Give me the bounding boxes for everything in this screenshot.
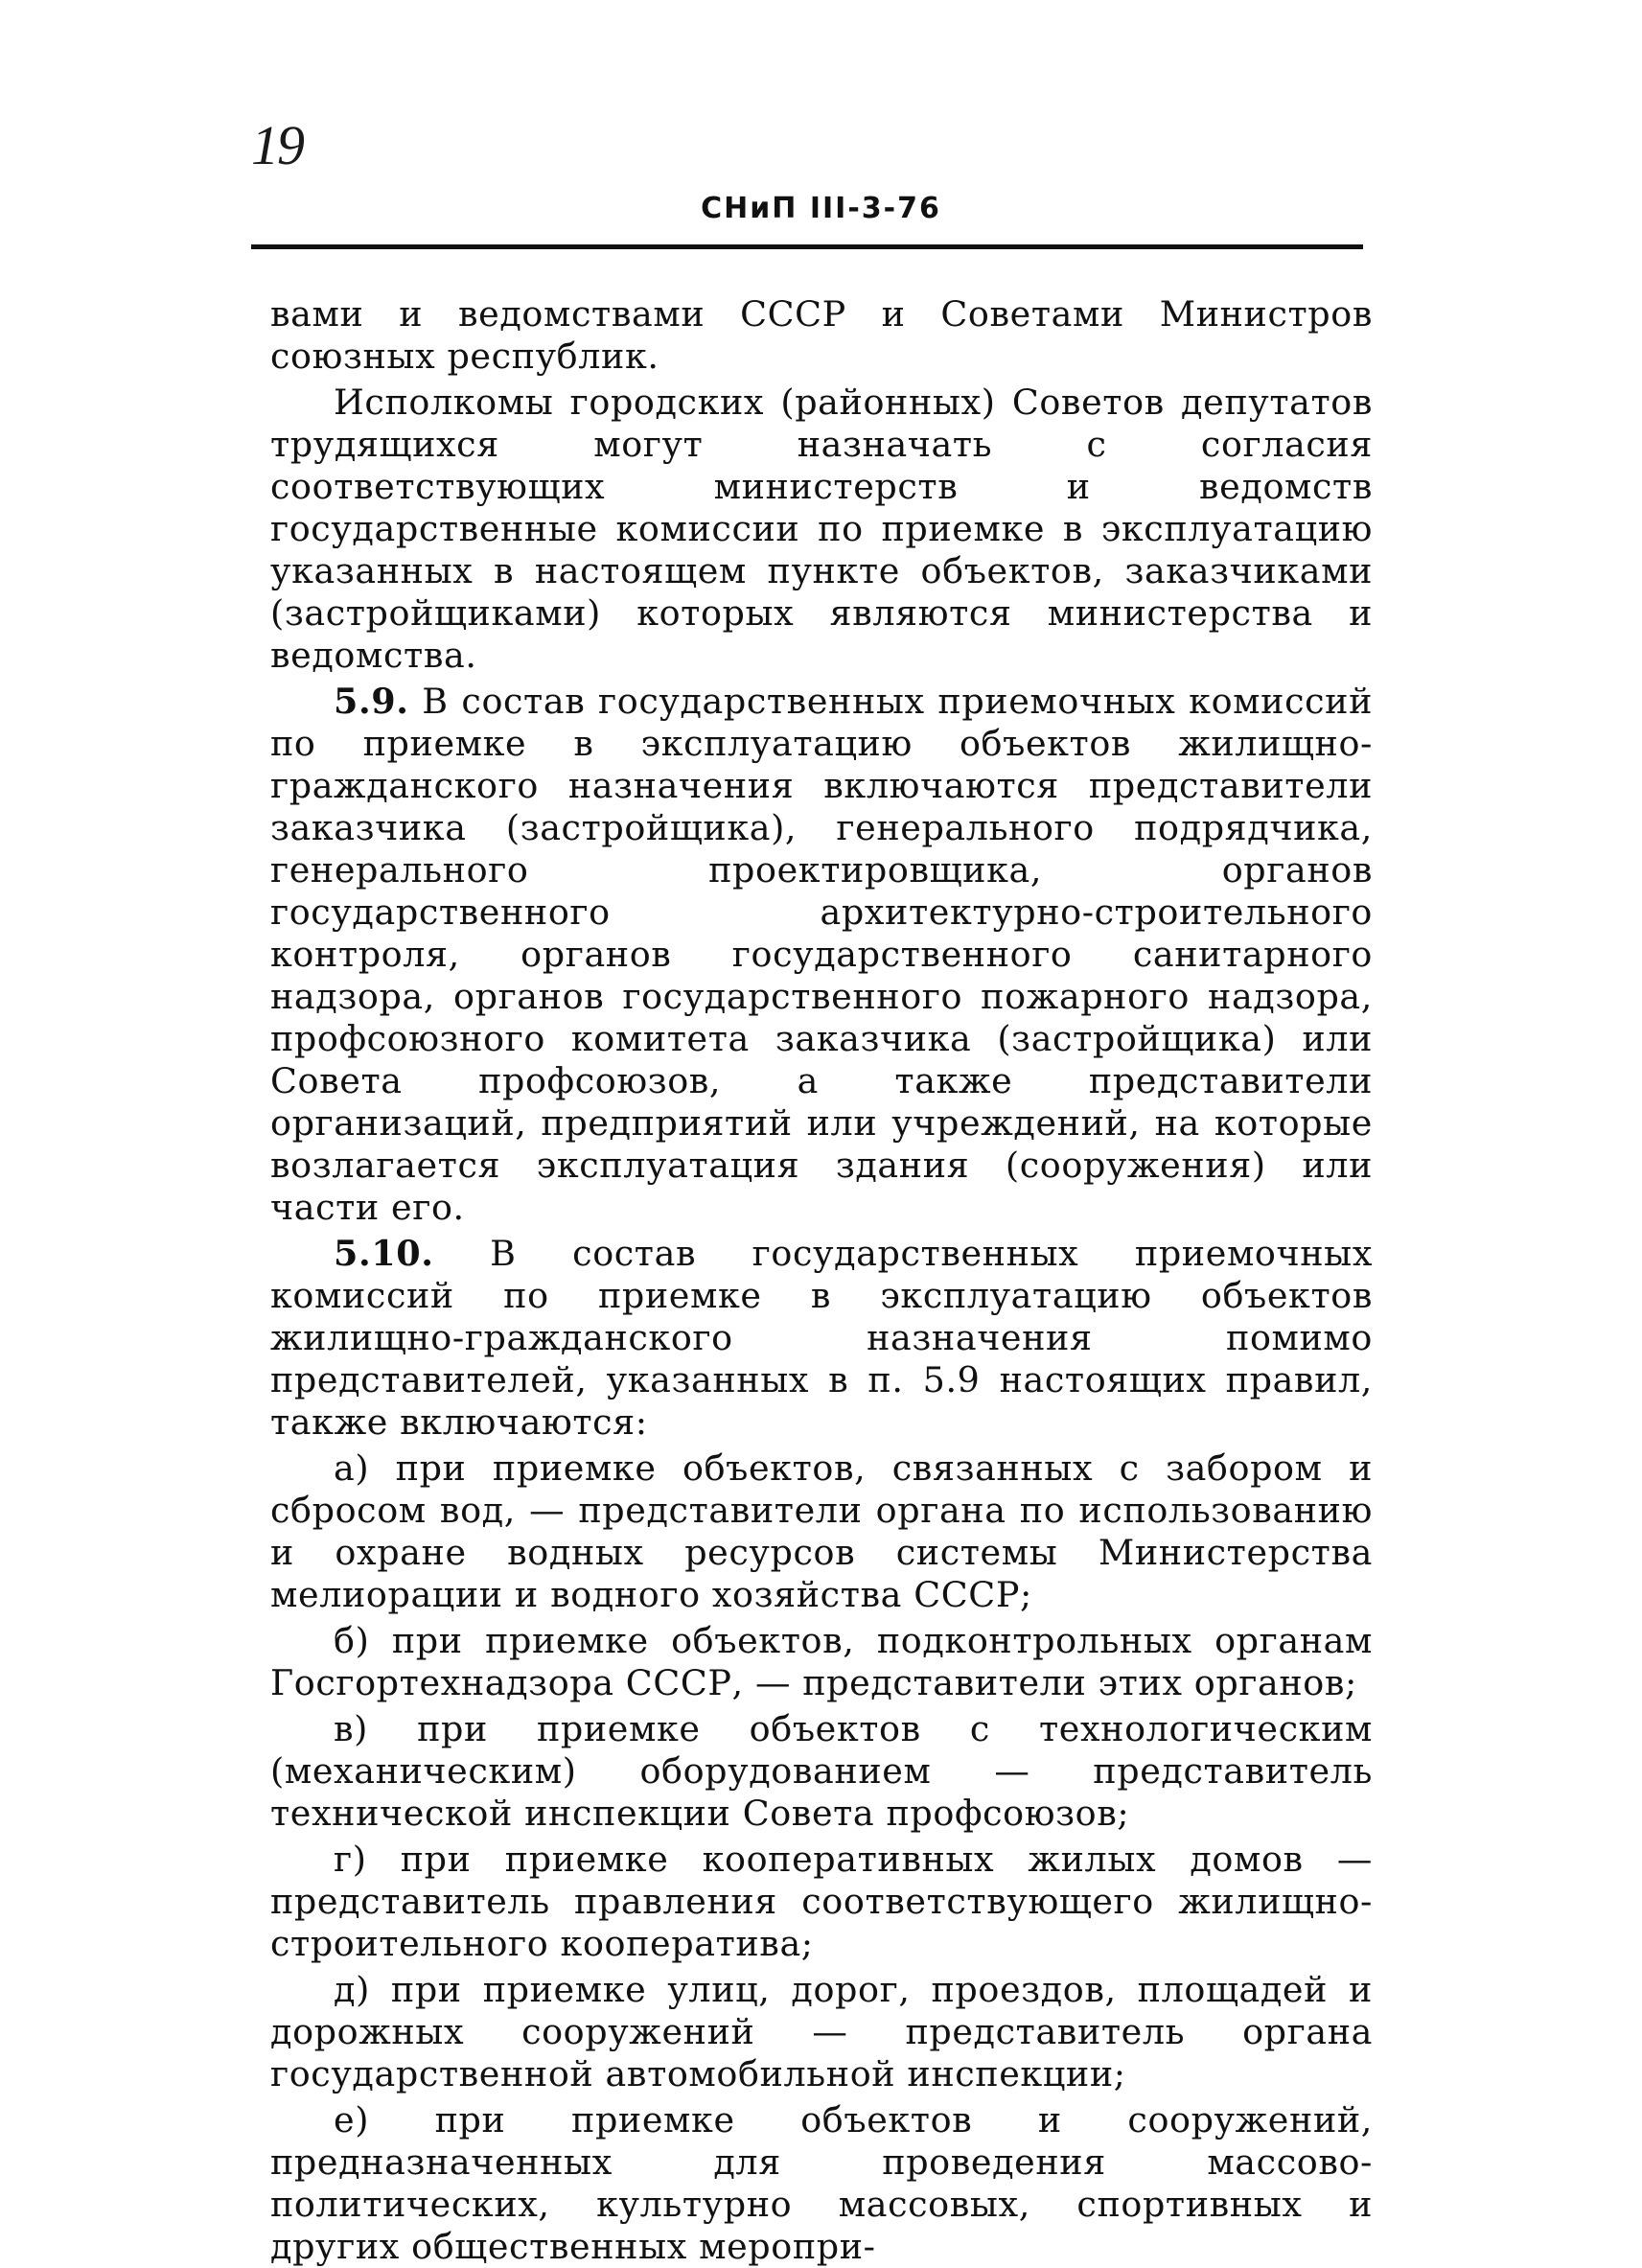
section-5-9-text: В состав государственных приемочных комиссий по приемке в эксплуатацию объектов жилищно-гражданского назначения включаются представители заказчика (застройщика), генерального подрядчика, генерального проектировщика, органов государственного архитектурно-строительного контроля, органов государственного санитарного надзора, органов государственного пожарного надзора, профсоюзного комитета заказчика (застройщика) или Совета профсоюзов, а также представители организаций, предприятий или учреждений, на которые возлагается эксплуатация здания (сооружения) или части его. [270,681,1374,1228]
section-5-10 [270,1233,1373,1444]
list-item-b: б) при приемке объектов, подконтрольных органам Госгортехнадзора СССР, — представители этих органов; [270,1620,1373,1703]
section-5-10-number: 5.10. [334,1233,434,1274]
list-item-e: е) при приемке объектов и сооружений, предназначенных для проведения массово-политических, культурно массовых, спортивных и других общественных меропри- [270,2099,1373,2267]
list-item-a: а) при приемке объектов, связанных с забором и сбросом вод, — представители органа по использованию и охране водных ресурсов системы Министерства мелиорации и водного хозяйства СССР; [270,1447,1373,1615]
header-rule [251,244,1363,249]
section-5-9 [270,681,1373,1229]
list-item-g: г) при приемке кооперативных жилых домов — представитель правления соответствующего жилищно-строительного кооператива; [270,1839,1373,1964]
running-head: СНиП III-3-76 [701,192,941,225]
list-item-d: д) при приемке улиц, дорог, проездов, площадей и дорожных сооружений — представитель органа государственной автомобильной инспекции; [270,1969,1373,2094]
page-number: 19 [251,114,303,176]
paragraph-ispolkomy: Исполкомы городских (районных) Советов депутатов трудящихся могут назначать с согласия соответствующих министерств и ведомств государственные комиссии по приемке в эксплуатацию указанных в настоящем пункте объектов, заказчиками (застройщиками) которых являются министерства и ведомства. [270,382,1373,676]
paragraph-continuation: вами и ведомствами СССР и Советами Министров союзных республик. [270,293,1373,377]
section-5-9-number: 5.9. [334,681,409,722]
list-item-v: в) при приемке объектов с технологическим (механическим) оборудованием — представитель технической инспекции Совета профсоюзов; [270,1708,1373,1834]
section-5-10-text: В состав государственных приемочных комиссий по приемке в эксплуатацию объектов жилищно-гражданского назначения помимо представителей, указанных в п. 5.9 настоящих правил, также включаются: [270,1233,1373,1443]
body-text [270,293,1373,2268]
